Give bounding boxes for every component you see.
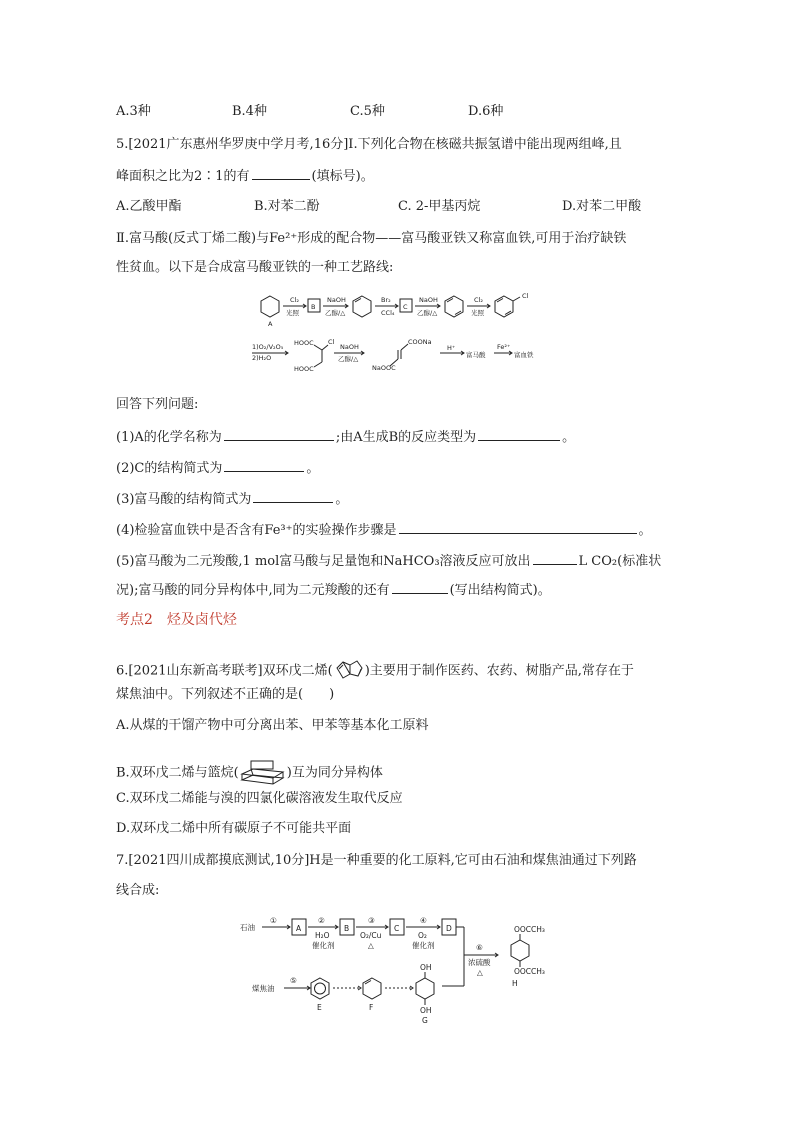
subq-5: (5)富马酸为二元羧酸,1 mol富马酸与足量饱和NaHCO₃溶液反应可放出 L CO₂(标准状 xyxy=(116,551,661,571)
q4-option-c: C.5种 xyxy=(350,104,385,119)
q5-option-b: B.对苯二酚 xyxy=(254,199,320,214)
group-ooccH3: OOCCH₃ xyxy=(514,925,545,934)
label-A: A xyxy=(268,320,273,328)
answer-blank[interactable] xyxy=(533,551,577,565)
subq-3: (3)富马酸的结构简式为 。 xyxy=(116,489,348,509)
section-title: 考点2 烃及卤代烃 xyxy=(116,612,237,628)
q5-option-c: C. 2-甲基丙烷 xyxy=(398,199,481,214)
group-oh: OH xyxy=(420,1006,432,1015)
condition-ethanol-heat: 乙醇/△ xyxy=(338,355,359,363)
cyclohexene-F xyxy=(363,978,381,999)
reagent-naoh: NaOH xyxy=(340,343,359,351)
q5-part2-line1: Ⅱ.富马酸(反式丁烯二酸)与Fe²⁺形成的配合物——富马酸亚铁又称富血铁,可用于治疗缺铁 xyxy=(116,231,627,246)
chlorocyclohexadiene xyxy=(495,296,513,317)
step-4: ④ xyxy=(420,916,427,925)
answer-intro: 回答下列问题: xyxy=(116,397,199,412)
answer-blank[interactable] xyxy=(392,580,448,594)
condition-ethanol-heat: 乙醇/△ xyxy=(325,309,346,317)
q6-option-b: B.双环戊二烯与篮烷( )互为同分异构体 xyxy=(116,758,383,788)
reagent-cl2: Cl₂ xyxy=(290,296,299,304)
condition-ethanol-heat: 乙醇/△ xyxy=(417,309,438,317)
ring-H xyxy=(511,940,529,961)
box-B-label: B xyxy=(344,924,350,933)
box-D-label: D xyxy=(446,924,452,933)
dicyclopentadiene-icon xyxy=(333,656,365,686)
q4-option-d: D.6种 xyxy=(468,104,504,119)
condition-catalyst: 催化剂 xyxy=(412,941,435,950)
q7-line2: 线合成: xyxy=(116,883,160,898)
subq-5-cont: 况);富马酸的同分异构体中,同为二元羧酸的还有 (写出结构简式)。 xyxy=(116,580,551,600)
answer-blank[interactable] xyxy=(478,427,560,441)
subq-1: (1)A的化学名称为 ;由A生成B的反应类型为 。 xyxy=(116,427,575,447)
reagent-o2: O₂ xyxy=(418,931,427,940)
reagent-o2-cu: O₂/Cu xyxy=(360,931,382,940)
group-hooc: HOOC xyxy=(294,339,314,347)
substituent-cl: Cl xyxy=(522,292,529,300)
q6-option-a: A.从煤的干馏产物中可分离出苯、甲苯等基本化工原料 xyxy=(116,718,429,733)
reagent-fe2: Fe²⁺ xyxy=(497,343,511,351)
basketane-icon xyxy=(239,758,287,788)
answer-blank[interactable] xyxy=(224,427,334,441)
q6-option-d: D.双环戊二烯中所有碳原子不可能共平面 xyxy=(116,821,352,836)
step-1: ① xyxy=(270,916,277,925)
condition-catalyst: 催化剂 xyxy=(312,941,335,950)
cyclohexene xyxy=(353,296,371,317)
reagent-cl2: Cl₂ xyxy=(474,296,483,304)
q5-line1: 5.[2021广东惠州华罗庚中学月考,16分]Ⅰ.下列化合物在核磁共振氢谱中能出现两组峰,且 xyxy=(116,137,622,152)
step-2: ② xyxy=(318,916,325,925)
q7-line1: 7.[2021四川成都摸底测试,10分]H是一种重要的化工原料,它可由石油和煤焦油通过下列路 xyxy=(116,853,637,868)
label-E: E xyxy=(317,1003,322,1012)
group-ooccH3: OOCCH₃ xyxy=(514,967,545,976)
cyclohexane-A xyxy=(261,296,279,317)
q5-option-a: A.乙酸甲酯 xyxy=(116,199,182,214)
reagent-o2-v2o5: 1)O₂/V₂O₅ xyxy=(252,343,284,351)
q6-option-c: C.双环戊二烯能与溴的四氯化碳溶液发生取代反应 xyxy=(116,791,403,806)
ring-G xyxy=(416,978,434,999)
q4-option-a: A.3种 xyxy=(116,104,151,119)
label-F: F xyxy=(369,1003,374,1012)
solvent-ccl4: CCl₄ xyxy=(381,309,395,317)
label-oil: 石油 xyxy=(240,923,255,932)
cyclohexadiene xyxy=(445,296,463,317)
h-synthesis-scheme xyxy=(238,908,568,1030)
box-C-label: C xyxy=(403,303,408,311)
reagent-conc-h2so4: 浓硫酸 xyxy=(468,958,491,967)
fumarate-synthesis-scheme xyxy=(250,286,570,378)
condition-light: 光照 xyxy=(471,309,484,317)
group-oh: OH xyxy=(420,963,432,972)
condition-heat: △ xyxy=(477,968,483,977)
answer-blank[interactable] xyxy=(252,166,310,180)
q4-option-b: B.4种 xyxy=(232,104,267,119)
q5-line2: 峰面积之比为2∶1的有 (填标号)。 xyxy=(116,166,374,186)
answer-blank[interactable] xyxy=(224,458,304,472)
q6-line2: 煤焦油中。下列叙述不正确的是( ) xyxy=(116,687,335,702)
group-naooc: NaOOC xyxy=(372,364,396,372)
subq-4: (4)检验富血铁中是否含有Fe³⁺的实验操作步骤是 。 xyxy=(116,520,652,540)
q5-option-d: D.对苯二甲酸 xyxy=(562,199,642,214)
substituent-cl: Cl xyxy=(328,338,335,346)
answer-blank[interactable] xyxy=(399,520,637,534)
reagent-naoh: NaOH xyxy=(419,296,438,304)
q5-part2-line2: 性贫血。以下是合成富马酸亚铁的一种工艺路线: xyxy=(116,260,394,275)
reagent-water: H₂O xyxy=(315,931,330,940)
q6-line1: 6.[2021山东新高考联考]双环戊二烯( )主要用于制作医药、农药、树脂产品,常存在于 xyxy=(116,656,634,686)
label-fumaric-acid: 富马酸 xyxy=(466,351,486,359)
reagent-water: 2)H₂O xyxy=(252,354,272,362)
benzene-E xyxy=(311,978,329,999)
label-product: 富血铁 xyxy=(514,351,534,359)
label-G: G xyxy=(422,1016,428,1025)
reagent-naoh: NaOH xyxy=(327,296,346,304)
reagent-hplus: H⁺ xyxy=(447,344,456,352)
label-H: H xyxy=(512,979,518,988)
group-coona: COONa xyxy=(408,338,432,346)
step-3: ③ xyxy=(368,916,375,925)
step-6: ⑥ xyxy=(476,943,483,952)
answer-blank[interactable] xyxy=(253,489,333,503)
label-coal-tar: 煤焦油 xyxy=(252,984,275,993)
reagent-br2: Br₂ xyxy=(381,296,391,304)
box-B-label: B xyxy=(311,303,316,311)
box-C-label: C xyxy=(394,924,400,933)
subq-2: (2)C的结构简式为 。 xyxy=(116,458,319,478)
box-A-label: A xyxy=(296,924,302,933)
condition-light: 光照 xyxy=(286,309,299,317)
condition-heat: △ xyxy=(368,941,374,950)
group-hooc: HOOC xyxy=(294,365,314,373)
step-5: ⑤ xyxy=(290,976,297,985)
